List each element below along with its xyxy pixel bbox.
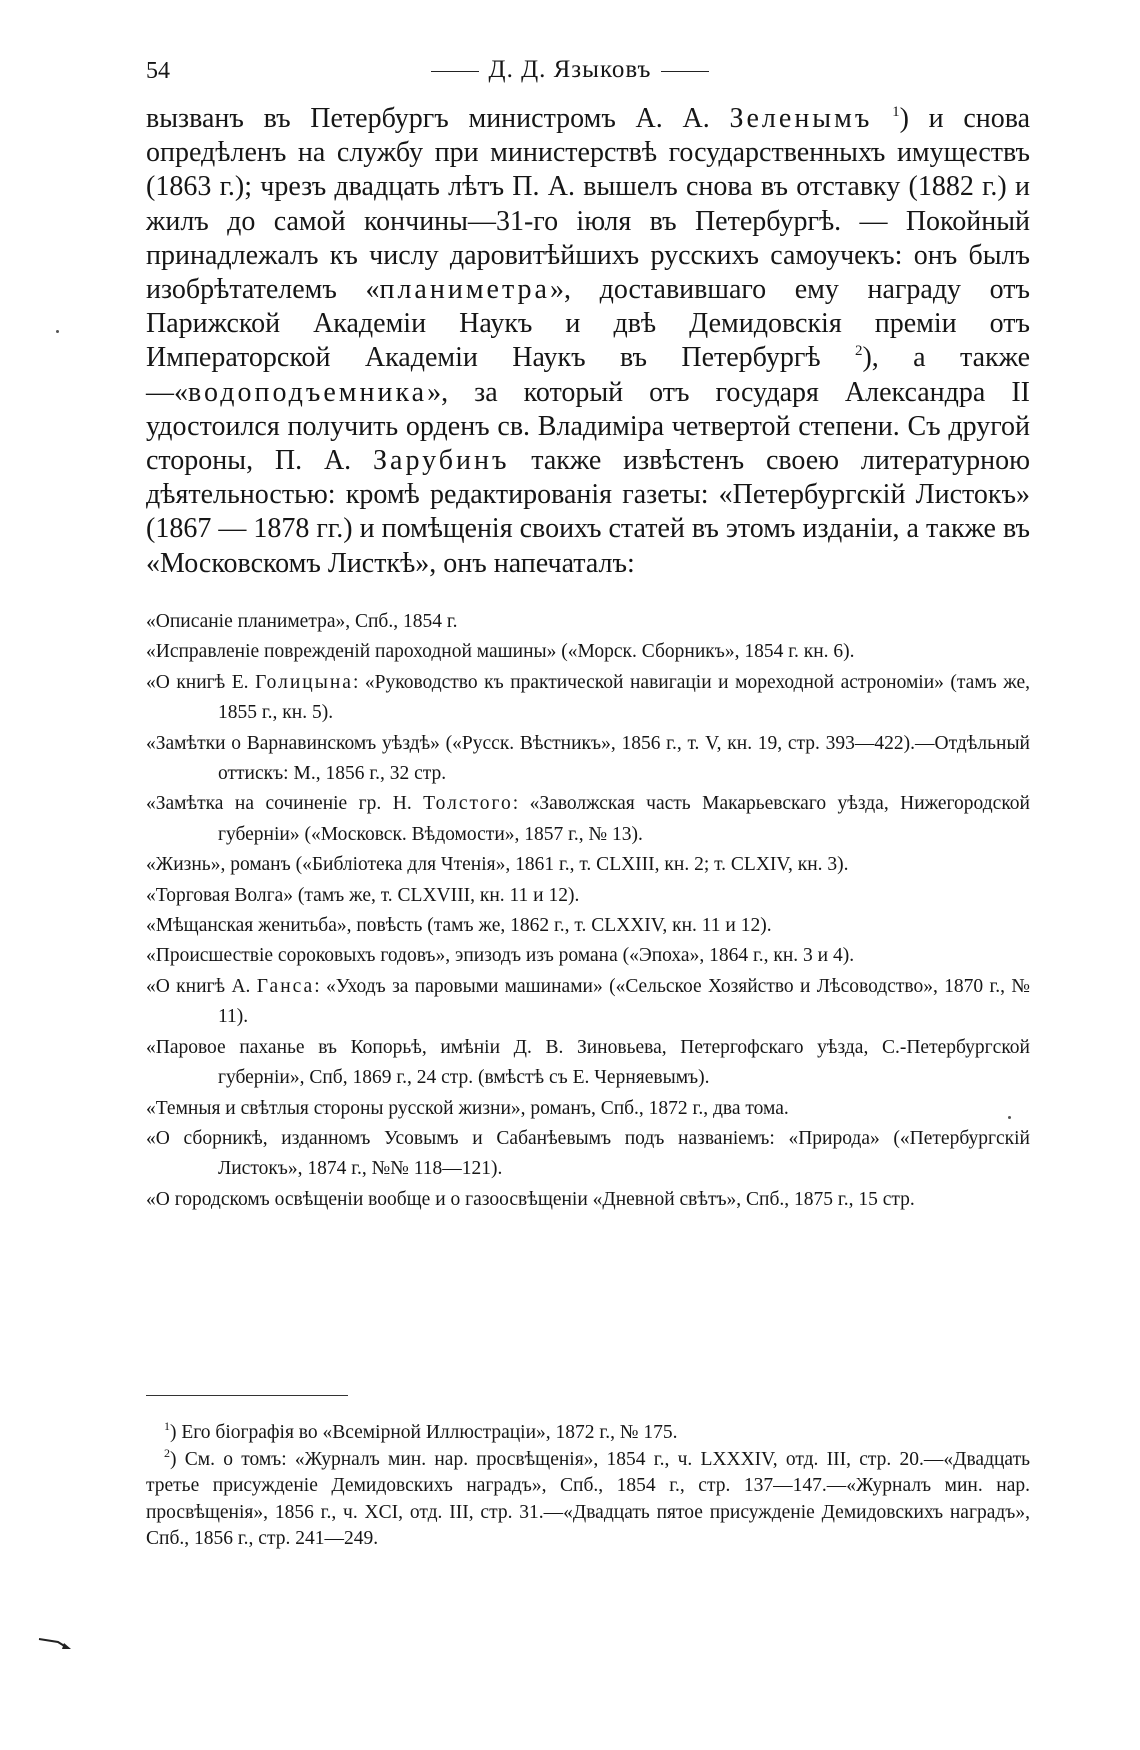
bibliography-entry xyxy=(146,729,1030,790)
entry-text: «О городскомъ освѣщеніи вообще и о газоосвѣщеніи «Дневной свѣтъ», Спб., 1875 г., 15 стр. xyxy=(146,1188,915,1210)
footnote-text: ) Его біографія во «Всемірной Иллюстраціи», 1872 г., № 175. xyxy=(170,1422,678,1443)
entry-text: «Замѣтка на сочиненіе гр. Н. xyxy=(146,793,424,815)
entry-text: «Жизнь», романъ («Библіотека для Чтенія», 1861 г., т. CLXIII, кн. 2; т. CLXIV, кн. 3). xyxy=(146,854,849,876)
spaced-word: планиметра xyxy=(379,274,550,306)
text-run: », за который отъ государя Александра II удостоился получить орденъ св. Владиміра четвертой степени. Съ другой стороны, П. А. xyxy=(146,376,1030,477)
main-paragraph xyxy=(146,102,1030,581)
entry-text: «О книгѣ А. xyxy=(146,975,257,997)
footnote-1 xyxy=(146,1420,1030,1447)
footnote-ref-1: 1 xyxy=(892,104,900,120)
footnote-2 xyxy=(146,1447,1030,1553)
text-run: вызванъ въ Петербургъ министромъ А. А. xyxy=(146,103,710,134)
entry-text: «Паровое паханье въ Копорьѣ, имѣніи Д. В. Зиновьева, Петергофскаго уѣзда, С.-Петербургской губерніи», Спб, 1869 г., 24 стр. (вмѣстѣ съ Е. Черняевымъ). xyxy=(146,1036,1030,1089)
entry-spaced-name: Голицына xyxy=(255,671,353,693)
bibliography-entry xyxy=(146,1124,1030,1185)
footnote-mark: 2 xyxy=(164,1445,170,1460)
entry-text: «Описаніе планиметра», Спб., 1854 г. xyxy=(146,611,458,632)
entry-text: «О книгѣ Е. xyxy=(146,671,256,693)
entry-text: «Исправленіе поврежденій пароходной машины» («Морск. Сборникъ», 1854 г. кн. 6). xyxy=(146,641,855,663)
paragraph-text xyxy=(146,102,1030,581)
spaced-name: Зеленымъ xyxy=(729,103,873,134)
entry-text: «Мѣщанская женитьба», повѣсть (тамъ же, 1862 г., т. CLXXIV, кн. 11 и 12). xyxy=(146,915,772,937)
bibliography-entry xyxy=(146,1033,1030,1094)
works-list xyxy=(146,607,1030,1215)
entry-text: «Темныя и свѣтлыя стороны русской жизни», романъ, Спб., 1872 г., два тома. xyxy=(146,1097,789,1119)
bibliography-entry xyxy=(146,881,1030,911)
bibliography-entry xyxy=(146,789,1030,850)
text-run: ), а также—« xyxy=(146,342,1030,408)
text-run: также извѣстенъ своею литературною дѣятельностью: кромѣ редактированія газеты: «Петербургскій Листокъ» (1867 — 1878 гг.) и помѣщенія своихъ статей въ этомъ изданіи, а также въ «Московскомъ Листкѣ», онъ напечаталъ: xyxy=(146,445,1031,579)
bibliography-entry xyxy=(146,1185,1030,1215)
entry-spaced-name: Толстого xyxy=(423,793,513,815)
footnotes xyxy=(146,1420,1030,1553)
title-dash-right xyxy=(661,71,709,72)
entry-text: «Торговая Волга» (тамъ же, т. CLXVIII, кн. 11 и 12). xyxy=(146,884,580,906)
footnote-text: ) См. о томъ: «Журналъ мин. нар. просвѣщенія», 1854 г., ч. LXXXIV, отд. III, стр. 20.—«Двадцать третье присужденіе Демидовскихъ наградъ», Спб., 1854 г., стр. 137—147.—«Журналъ мин. нар. просвѣщенія», 1856 г., ч. XCI, отд. III, стр. 31.—«Двадцать пятое присужденіе Демидовскихъ наградъ», Спб., 1856 г., стр. 241—249. xyxy=(146,1448,1030,1549)
entry-text: «Замѣтки о Варнавинскомъ уѣздѣ» («Русск. Вѣстникъ», 1856 г., т. V, кн. 19, стр. 393—422).—Отдѣльный оттискъ: М., 1856 г., 32 стр. xyxy=(146,732,1030,785)
bibliography-entry xyxy=(146,972,1030,1033)
bibliography-entry xyxy=(146,607,1030,637)
page-header xyxy=(0,52,1140,88)
text-run: ) и снова опредѣленъ на службу при министерствѣ государственныхъ имуществъ (1863 г.); чрезъ двадцать лѣтъ П. А. вышелъ снова въ отставку (1882 г.) и жилъ до самой кончины—31-го іюля въ Петербургѣ. — Покойный принадлежалъ къ числу даровитѣйшихъ русскихъ самоучекъ: онъ былъ изобрѣтателемъ « xyxy=(146,103,1031,306)
spaced-name: Зарубинъ xyxy=(373,445,510,477)
entry-spaced-name: Ганса xyxy=(256,975,315,997)
entry-text: «Происшествіе сороковыхъ годовъ», эпизодъ изъ романа («Эпоха», 1864 г., кн. 3 и 4). xyxy=(146,945,855,967)
entry-text: : «Руководство къ практической навигаціи и мореходной астрономіи» (тамъ же, 1855 г., кн. 5). xyxy=(218,671,1030,724)
bibliography-entry xyxy=(146,941,1030,971)
bibliography-entry xyxy=(146,1094,1030,1124)
stray-dot xyxy=(1008,1116,1011,1119)
entry-text: : «Уходъ за паровыми машинами» («Сельское Хозяйство и Лѣсоводство», 1870 г., № 11). xyxy=(218,975,1030,1028)
stray-dot xyxy=(56,330,59,333)
running-title-text: Д. Д. Языковъ xyxy=(488,56,652,83)
title-dash-left xyxy=(431,71,479,72)
bibliography-entry xyxy=(146,911,1030,941)
entry-text: : «Заволжская часть Макарьевскаго уѣзда, Нижегородской губерніи» («Московск. Вѣдомости», 1857 г., № 13). xyxy=(218,793,1030,845)
footnote-mark: 1 xyxy=(164,1419,170,1433)
entry-text: «О сборникѣ, изданномъ Усовымъ и Сабанѣевымъ подъ названіемъ: «Природа» («Петербургскій Листокъ», 1874 г., №№ 118—121). xyxy=(146,1127,1030,1180)
bibliography-entry xyxy=(146,637,1030,667)
margin-mark-icon xyxy=(38,1636,72,1650)
footnote-ref-2: 2 xyxy=(854,343,863,360)
spaced-word: водоподъемника xyxy=(188,376,428,408)
page-number: 54 xyxy=(146,58,170,84)
running-title xyxy=(0,56,1140,84)
bibliography-entry xyxy=(146,850,1030,880)
footnote-divider xyxy=(146,1395,348,1396)
text-run: », доставившаго ему награду отъ Парижской Академіи Наукъ и двѣ Демидовскія преміи отъ Императорской Академіи Наукъ въ Петербургѣ xyxy=(146,274,1030,374)
bibliography-entry xyxy=(146,668,1030,729)
